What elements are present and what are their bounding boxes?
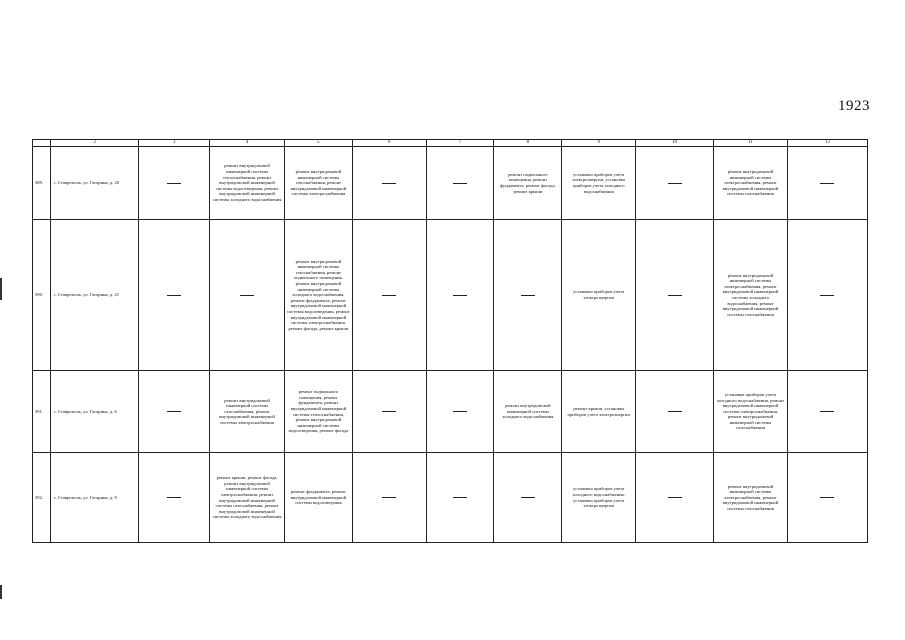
dash-mark <box>167 497 181 498</box>
work-cell: ремонт крыши, ремонт фасада, ремонт внутридомовой инженерной системы электроснабжения, ремонт внутридомовой инженерной системы газоснабжения, ремонт внутридомовой инженерной системы холодного водоснабжения <box>210 453 285 543</box>
dash-mark <box>820 497 834 498</box>
scan-edge-top <box>0 278 2 300</box>
empty-cell <box>139 453 210 543</box>
dash-mark <box>382 183 396 184</box>
work-cell: ремонт внутридомовой инженерной системы электроснабжения, ремонт внутридомовой инженерной системы газоснабжения <box>714 147 788 220</box>
table-row <box>33 220 868 371</box>
work-cell: установка приборов учета электроэнергии, установка приборов учета холодного водоснабжения <box>562 147 636 220</box>
address-cell: г. Ставрополь, ул. Гагарина, д. 6 <box>51 371 139 453</box>
work-cell: ремонт фундамента, ремонт внутридомовой инженерной системы водоотведения <box>284 453 352 543</box>
page-number: 1923 <box>838 98 870 114</box>
header-cell-7: 7 <box>426 140 494 147</box>
empty-cell <box>787 453 867 543</box>
empty-cell <box>494 220 562 371</box>
dash-mark <box>167 411 181 412</box>
empty-cell <box>787 220 867 371</box>
empty-cell <box>636 220 714 371</box>
empty-cell <box>636 371 714 453</box>
empty-cell <box>139 147 210 220</box>
dash-mark <box>820 411 834 412</box>
empty-cell <box>636 453 714 543</box>
dash-mark <box>453 183 467 184</box>
header-cell-4: 4 <box>210 140 285 147</box>
row-number: 390. <box>33 220 51 371</box>
header-cell-8: 8 <box>494 140 562 147</box>
dash-mark <box>820 295 834 296</box>
work-cell: ремонт подвального помещения, ремонт фундамента, ремонт фасада, ремонт крыши <box>494 147 562 220</box>
header-cell-12: 12 <box>787 140 867 147</box>
work-cell: ремонт подвального помещения, ремонт фундамента, ремонт внутридомовой инженерной системы теплоснабжения, ремонт внутридомовой инженерной системы водоотведения, ремонт фасада <box>284 371 352 453</box>
dash-mark <box>668 295 682 296</box>
dash-mark <box>382 411 396 412</box>
empty-cell <box>352 220 426 371</box>
empty-cell <box>426 220 494 371</box>
table-row <box>33 371 868 453</box>
row-number: 389. <box>33 147 51 220</box>
work-cell: ремонт внутридомовой инженерной системы газоснабжения, ремонт подвального помещения, ремонт внутридомовой инженерной системы холодного водоснабжения, ремонт фундамента, ремонт внутридомовой инженерной системы водоотведения, ремонт внутридомовой инженерной системы электроснабжения, ремонт фасада, ремонт крыши <box>284 220 352 371</box>
empty-cell <box>352 371 426 453</box>
empty-cell <box>352 453 426 543</box>
empty-cell <box>352 147 426 220</box>
empty-cell <box>494 453 562 543</box>
empty-cell <box>139 220 210 371</box>
dash-mark <box>382 497 396 498</box>
work-cell: ремонт внутридомовой инженерной системы газоснабжения, ремонт внутридомовой инженерной системы электроснабжения <box>210 371 285 453</box>
work-cell: ремонт внутридомовой инженерной системы теплоснабжения, ремонт внутридомовой инженерной системы водоотведения, ремонт внутридомовой инженерной системы холодного водоснабжения <box>210 147 285 220</box>
dash-mark <box>668 183 682 184</box>
work-cell: ремонт крыши, установка приборов учета электроэнергии <box>562 371 636 453</box>
work-cell: ремонт внутридомовой инженерной системы электроснабжения, ремонт внутридомовой инженерной системы холодного водоснабжения, ремонт внутридомовой инженерной системы газоснабжения <box>714 220 788 371</box>
address-cell: г. Ставрополь, ул. Гагарина, д. 20 <box>51 147 139 220</box>
header-cell-1 <box>33 140 51 147</box>
empty-cell <box>426 147 494 220</box>
empty-cell <box>787 371 867 453</box>
empty-cell <box>787 147 867 220</box>
header-row <box>33 140 868 147</box>
empty-cell <box>426 371 494 453</box>
dash-mark <box>453 411 467 412</box>
work-cell: установка приборов учета электроэнергии <box>562 220 636 371</box>
row-number: 392. <box>33 453 51 543</box>
work-cell: установка приборов учета холодного водоснабжения, установка приборов учета электроэнергии <box>562 453 636 543</box>
work-cell: ремонт внутридомовой инженерной системы газоснабжения, ремонт внутридомовой инженерной системы электроснабжения <box>284 147 352 220</box>
empty-cell <box>426 453 494 543</box>
table-row <box>33 453 868 543</box>
dash-mark <box>167 295 181 296</box>
header-cell-6: 6 <box>352 140 426 147</box>
dash-mark <box>240 295 254 296</box>
work-cell: установка приборов учета холодного водоснабжения, ремонт внутридомовой инженерной системы электроснабжения, ремонт внутридомовой инженерной системы газоснабжения <box>714 371 788 453</box>
dash-mark <box>453 497 467 498</box>
empty-cell <box>210 220 285 371</box>
address-cell: г. Ставрополь, ул. Гагарина, д. 21 <box>51 220 139 371</box>
dash-mark <box>521 497 535 498</box>
dash-mark <box>668 411 682 412</box>
dash-mark <box>167 183 181 184</box>
dash-mark <box>453 295 467 296</box>
address-cell: г. Ставрополь, ул. Гагарина, д. 9 <box>51 453 139 543</box>
dash-mark <box>820 183 834 184</box>
dash-mark <box>668 497 682 498</box>
work-cell: ремонт внутридомовой инженерной системы электроснабжения, ремонт внутридомовой инженерной системы газоснабжения <box>714 453 788 543</box>
header-cell-3: 3 <box>139 140 210 147</box>
dash-mark <box>382 295 396 296</box>
renovation-table <box>32 139 868 543</box>
scan-edge-bottom <box>0 585 2 599</box>
table-row <box>33 147 868 220</box>
header-cell-5: 5 <box>284 140 352 147</box>
work-cell: ремонт внутридомовой инженерной системы холодного водоснабжения <box>494 371 562 453</box>
header-cell-9: 9 <box>562 140 636 147</box>
header-cell-11: 11 <box>714 140 788 147</box>
header-cell-2: 2 <box>51 140 139 147</box>
empty-cell <box>636 147 714 220</box>
empty-cell <box>139 371 210 453</box>
row-number: 391. <box>33 371 51 453</box>
header-cell-10: 10 <box>636 140 714 147</box>
dash-mark <box>521 295 535 296</box>
